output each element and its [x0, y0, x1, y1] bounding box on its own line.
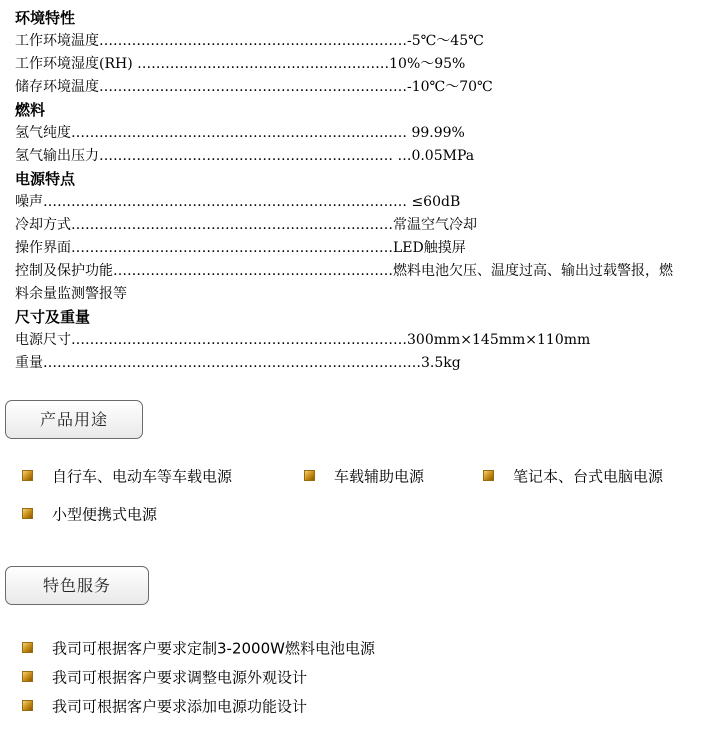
usage-button[interactable]: 产品用途: [5, 400, 143, 439]
spec-row: 工作环境湿度(RH) ………………………………………………10%～95%: [15, 56, 466, 72]
spec-row: 电源尺寸………………………………………………………………300mm×145mm×110mm: [15, 332, 591, 348]
spec-row: 储存环境温度…………………………………………………………-10℃～70℃: [15, 79, 493, 95]
square-bullet-icon: [22, 700, 33, 711]
spec-row: 操作界面……………………………………………………………LED触摸屏: [15, 240, 466, 256]
spec-row: 控制及保护功能……………………………………………………燃料电池欠压、温度过高、输出过载警报，燃料余量监测警报等: [15, 263, 673, 302]
section-title-size: 尺寸及重量: [15, 308, 91, 326]
usage-item: 小型便携式电源: [22, 504, 157, 525]
section-title-power: 电源特点: [15, 170, 76, 188]
spec-row: 氢气纯度……………………………………………………………… 99.99%: [15, 125, 465, 141]
section-title-environment: 环境特性: [15, 9, 76, 27]
square-bullet-icon: [22, 671, 33, 682]
square-bullet-icon: [304, 470, 315, 481]
square-bullet-icon: [22, 508, 33, 519]
usage-item: 自行车、电动车等车载电源: [22, 466, 232, 487]
square-bullet-icon: [483, 470, 494, 481]
usage-item: 笔记本、台式电脑电源: [483, 466, 663, 487]
usage-item: 车载辅助电源: [304, 466, 424, 487]
service-item: 我司可根据客户要求定制3-2000W燃料电池电源: [22, 638, 375, 659]
service-item: 我司可根据客户要求添加电源功能设计: [22, 696, 307, 717]
service-button[interactable]: 特色服务: [5, 566, 149, 605]
spec-row: 冷却方式……………………………………………………………常温空气冷却: [15, 217, 477, 233]
square-bullet-icon: [22, 642, 33, 653]
service-item: 我司可根据客户要求调整电源外观设计: [22, 667, 307, 688]
spec-row: 氢气输出压力……………………………………………………… …0.05MPa: [15, 148, 475, 164]
spec-row: 工作环境温度…………………………………………………………-5℃～45℃: [15, 33, 484, 49]
spec-list: [15, 7, 695, 375]
spec-row: 重量………………………………………………………………………3.5kg: [15, 355, 461, 371]
spec-row: 噪声…………………………………………………………………… ≤60dB: [15, 194, 461, 210]
section-title-fuel: 燃料: [15, 101, 46, 119]
square-bullet-icon: [22, 470, 33, 481]
